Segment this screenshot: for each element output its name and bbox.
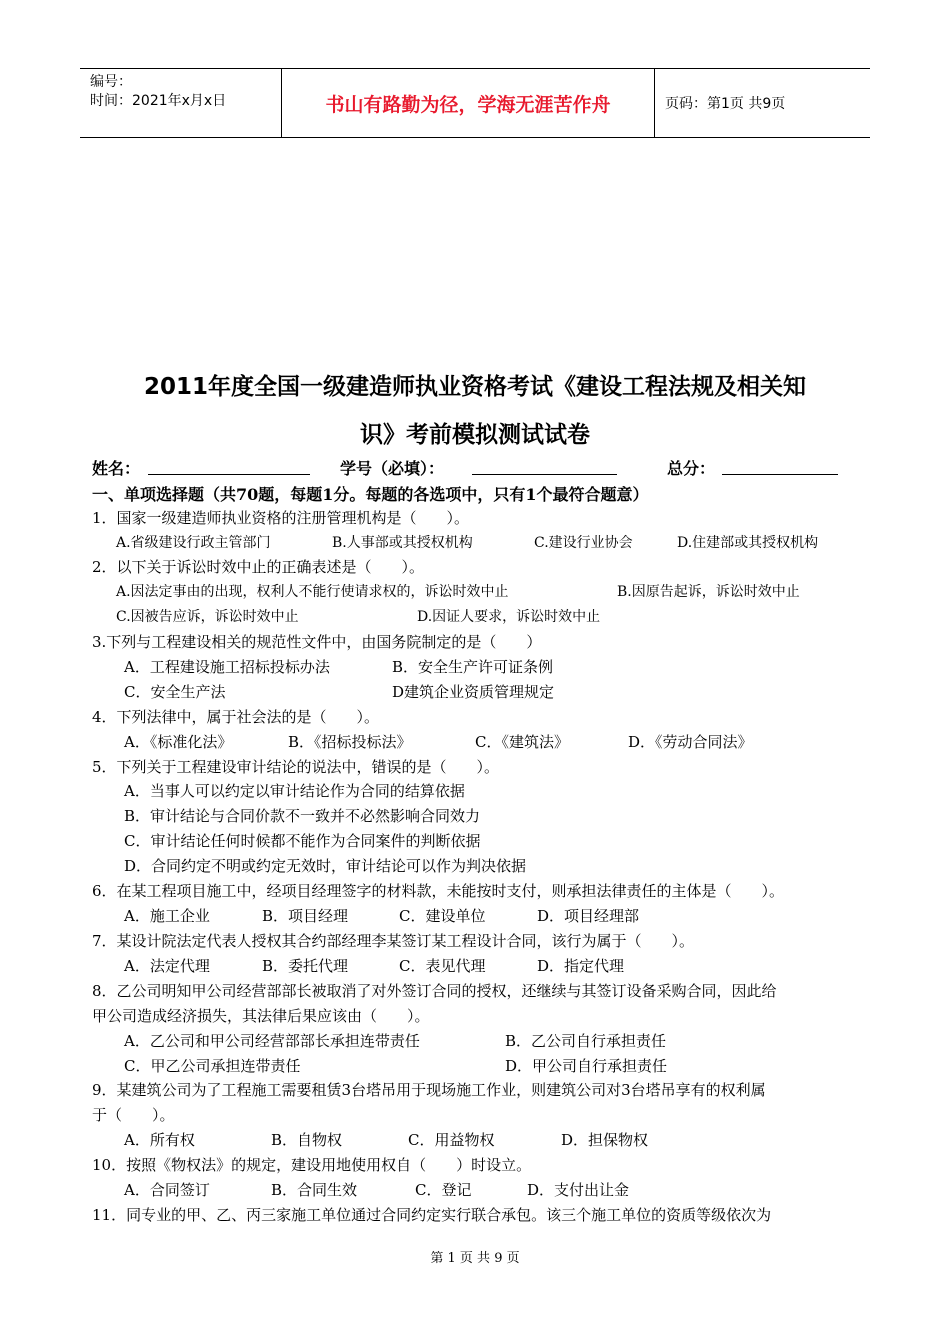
q7-option-d: D．指定代理	[537, 957, 625, 975]
section-heading: 一、单项选择题（共70题，每题1分。每题的各选项中，只有1个最符合题意）	[92, 485, 649, 504]
q10-option-b: B．合同生效	[271, 1181, 358, 1199]
q9-option-d: D．担保物权	[561, 1131, 649, 1149]
score-blank[interactable]	[722, 458, 838, 475]
question-2: 2．以下关于诉讼时效中止的正确表述是（ ）。	[92, 558, 425, 576]
q8-option-d: D．甲公司自行承担责任	[505, 1057, 668, 1075]
q7-option-c: C．表见代理	[399, 957, 486, 975]
q1-option-b: B.人事部或其授权机构	[332, 535, 473, 551]
q5-option-b: B．审计结论与合同价款不一致并不必然影响合同效力	[124, 807, 481, 825]
q3-option-d: D建筑企业资质管理规定	[392, 683, 555, 701]
q8-option-c: C．甲乙公司承担连带责任	[124, 1057, 301, 1075]
q2-option-a: A.因法定事由的出现，权利人不能行使请求权的，诉讼时效中止	[116, 584, 509, 600]
q1-option-a: A.省级建设行政主管部门	[116, 535, 271, 551]
q8-option-a: A．乙公司和甲公司经营部部长承担连带责任	[124, 1032, 420, 1050]
q1-option-d: D.住建部或其授权机构	[677, 535, 819, 551]
q6-option-c: C．建设单位	[399, 907, 486, 925]
question-4: 4．下列法律中，属于社会法的是（ ）。	[92, 708, 380, 726]
q10-option-a: A．合同签订	[124, 1181, 210, 1199]
q10-option-c: C．登记	[415, 1181, 472, 1199]
question-6: 6．在某工程项目施工中，经项目经理签字的材料款，未能按时支付，则承担法律责任的主体是（ ）。	[92, 882, 785, 900]
header-motto: 书山有路勤为径，学海无涯苦作舟	[282, 69, 655, 137]
q5-option-d: D．合同约定不明或约定无效时，审计结论可以作为判决依据	[124, 857, 527, 875]
question-5: 5．下列关于工程建设审计结论的说法中，错误的是（ ）。	[92, 758, 500, 776]
score-label: 总分：	[667, 459, 716, 478]
header-page-info: 页码：第1页 共9页	[665, 96, 786, 112]
name-blank[interactable]	[148, 458, 310, 475]
q7-option-a: A．法定代理	[124, 957, 210, 975]
q3-option-a: A．工程建设施工招标投标办法	[124, 658, 330, 676]
q2-option-b: B.因原告起诉，诉讼时效中止	[617, 584, 800, 600]
q9-option-b: B．自物权	[271, 1131, 343, 1149]
q2-option-d: D.因证人要求，诉讼时效中止	[417, 609, 601, 625]
q6-option-b: B．项目经理	[262, 907, 349, 925]
header-meta	[80, 69, 282, 137]
q4-option-d: D．《劳动合同法》	[628, 733, 753, 751]
question-10: 10．按照《物权法》的规定，建设用地使用权自（ ）时设立。	[92, 1156, 532, 1174]
q4-option-a: A．《标准化法》	[124, 733, 233, 751]
date-label: 时间：2021年x月x日	[90, 93, 227, 109]
question-8-continued: 甲公司造成经济损失，其法律后果应该由（ ）。	[92, 1007, 430, 1025]
name-label: 姓名：	[92, 459, 141, 478]
q3-option-b: B．安全生产许可证条例	[392, 658, 554, 676]
question-3: 3.下列与工程建设相关的规范性文件中，由国务院制定的是（ ）	[92, 633, 542, 651]
question-7: 7．某设计院法定代表人授权其合约部经理李某签订某工程设计合同，该行为属于（ ）。	[92, 932, 695, 950]
q9-option-c: C．用益物权	[408, 1131, 495, 1149]
student-id-blank[interactable]	[472, 458, 617, 475]
q9-option-a: A．所有权	[124, 1131, 195, 1149]
number-label: 编号：	[90, 74, 132, 90]
q6-option-d: D．项目经理部	[537, 907, 640, 925]
q10-option-d: D．支付出让金	[527, 1181, 630, 1199]
question-11: 11．同专业的甲、乙、丙三家施工单位通过合同约定实行联合承包。该三个施工单位的资质等级依次为	[92, 1206, 772, 1224]
q6-option-a: A．施工企业	[124, 907, 210, 925]
question-8: 8．乙公司明知甲公司经营部部长被取消了对外签订合同的授权，还继续与其签订设备采购合同，因此给	[92, 982, 777, 1000]
question-9: 9．某建筑公司为了工程施工需要租赁3台塔吊用于现场施工作业，则建筑公司对3台塔吊享有的权利属	[92, 1081, 766, 1099]
exam-title-line2: 识》考前模拟测试试卷	[360, 422, 590, 448]
student-id-label: 学号（必填）：	[340, 459, 445, 478]
question-9-continued: 于（ ）。	[92, 1106, 175, 1124]
question-1: 1．国家一级建造师执业资格的注册管理机构是（ ）。	[92, 509, 470, 527]
q1-option-c: C.建设行业协会	[534, 535, 633, 551]
document-header	[80, 68, 870, 138]
q3-option-c: C．安全生产法	[124, 683, 226, 701]
q2-option-c: C.因被告应诉，诉讼时效中止	[116, 609, 299, 625]
page-footer: 第 1 页 共 9 页	[430, 1251, 520, 1266]
exam-title-line1: 2011年度全国一级建造师执业资格考试《建设工程法规及相关知	[143, 374, 806, 400]
q4-option-b: B．《招标投标法》	[288, 733, 412, 751]
q8-option-b: B．乙公司自行承担责任	[505, 1032, 667, 1050]
q4-option-c: C．《建筑法》	[475, 733, 569, 751]
q5-option-a: A．当事人可以约定以审计结论作为合同的结算依据	[124, 782, 465, 800]
q7-option-b: B．委托代理	[262, 957, 349, 975]
q5-option-c: C．审计结论任何时候都不能作为合同案件的判断依据	[124, 832, 481, 850]
